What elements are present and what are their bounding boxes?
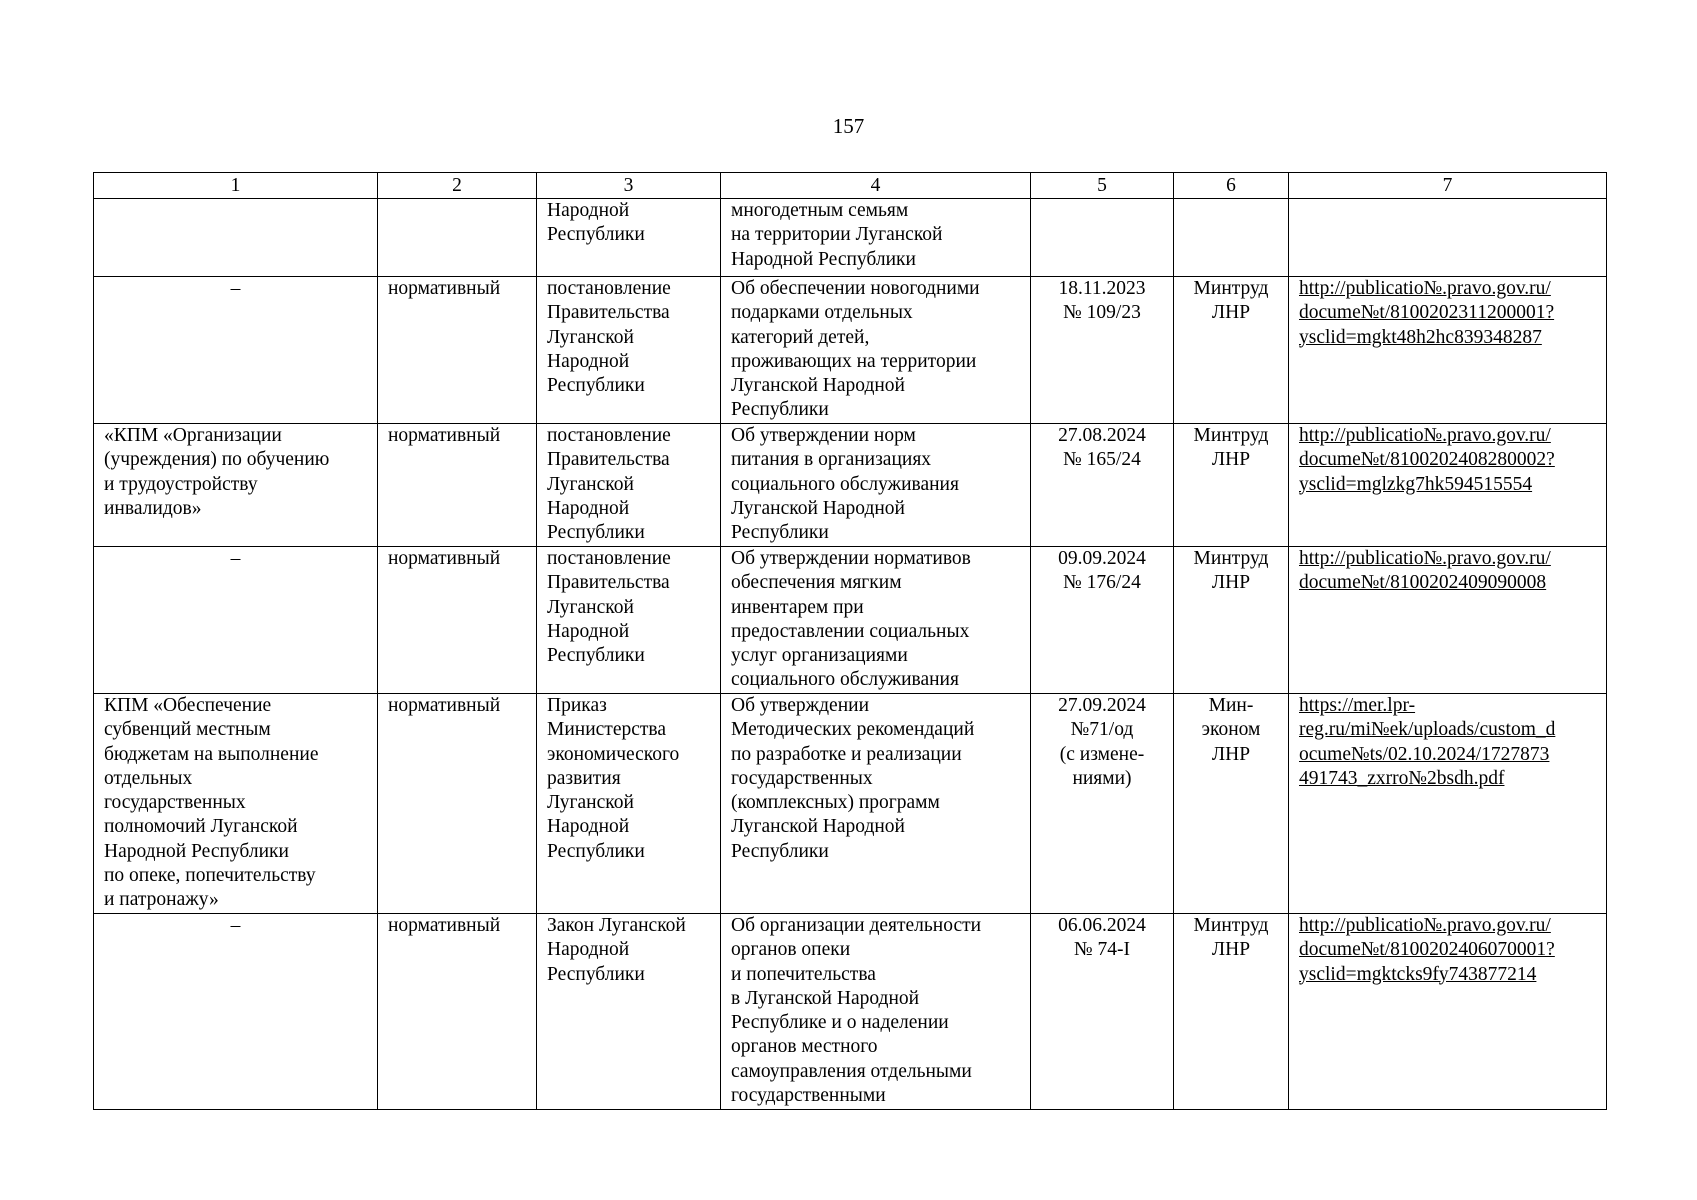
program-cell [94, 547, 378, 694]
date-number-cell [1031, 424, 1174, 547]
type-text: нормативный [388, 425, 501, 446]
act-kind-cell [537, 914, 721, 1110]
act-title-cell [721, 694, 1031, 914]
program-cell [94, 277, 378, 424]
column-header-7: 7 [1289, 173, 1607, 199]
link-cell [1289, 914, 1607, 1110]
type-cell [378, 914, 537, 1110]
table-row [94, 424, 1607, 547]
act-kind-cell [537, 277, 721, 424]
column-header-5: 5 [1031, 173, 1174, 199]
responsible-cell [1174, 424, 1289, 547]
act-title-cell [721, 914, 1031, 1110]
type-cell [378, 277, 537, 424]
act-kind-cell [537, 547, 721, 694]
program-cell [94, 694, 378, 914]
link-cell [1289, 277, 1607, 424]
act-title-cell [721, 199, 1031, 277]
link-cell [1289, 694, 1607, 914]
type-text: нормативный [388, 915, 501, 936]
responsible-cell [1174, 914, 1289, 1110]
link-cell [1289, 424, 1607, 547]
program-text: – [230, 278, 241, 299]
responsible-text: Минтруд ЛНР [1193, 278, 1269, 324]
type-text: нормативный [388, 548, 501, 569]
act-title-text: Об утверждении нормативов обеспечения мягким инвентарем при предоставлении социальных услуг организациями социального обслуживания [731, 548, 971, 691]
responsible-cell [1174, 277, 1289, 424]
act-kind-text: постановление Правительства Луганской Народной Республики [547, 425, 671, 544]
program-text: «КПМ «Организации (учреждения) по обучению и трудоустройству инвалидов» [104, 425, 330, 519]
program-cell [94, 424, 378, 547]
program-text: – [230, 548, 241, 569]
act-title-cell [721, 424, 1031, 547]
responsible-text: Мин- эконом ЛНР [1201, 695, 1261, 765]
act-title-cell [721, 547, 1031, 694]
program-text: – [230, 915, 241, 936]
date-number-cell [1031, 547, 1174, 694]
act-title-text: Об организации деятельности органов опеки и попечительства в Луганской Народной Республике и о наделении органов местного самоуправления отдельными государственными [731, 915, 982, 1107]
act-kind-text: постановление Правительства Луганской Народной Республики [547, 548, 671, 667]
act-title-cell [721, 277, 1031, 424]
type-text: нормативный [388, 695, 501, 716]
act-title-text: многодетным семьям на территории Луганской Народной Республики [731, 200, 943, 270]
responsible-cell [1174, 547, 1289, 694]
responsible-text: Минтруд ЛНР [1193, 915, 1269, 961]
table-row [94, 199, 1607, 277]
act-title-text: Об утверждении Методических рекомендаций по разработке и реализации государственных (комплексных) программ Луганской Народной Республики [731, 695, 975, 862]
date-number-text: 06.06.2024 № 74-I [1058, 915, 1146, 961]
type-cell [378, 199, 537, 277]
header-row [94, 173, 1607, 199]
document-table [93, 172, 1607, 1110]
responsible-cell [1174, 199, 1289, 277]
program-cell [94, 914, 378, 1110]
date-number-text: 27.08.2024 № 165/24 [1058, 425, 1146, 471]
source-link[interactable]: http://publicatio№.pravo.gov.ru/ docume№t/8100202311200001? ysclid=mgkt48h2hc839348287 [1299, 278, 1555, 348]
program-text: КПМ «Обеспечение субвенций местным бюджетам на выполнение отдельных государственных полномочий Луганской Народной Республики по опеке, попечительству и патронажу» [104, 695, 319, 911]
act-kind-text: постановление Правительства Луганской Народной Республики [547, 278, 671, 397]
act-kind-text: Народной Республики [547, 200, 645, 246]
type-cell [378, 547, 537, 694]
link-cell [1289, 547, 1607, 694]
responsible-cell [1174, 694, 1289, 914]
table-row [94, 914, 1607, 1110]
link-cell [1289, 199, 1607, 277]
responsible-text: Минтруд ЛНР [1193, 548, 1269, 594]
column-header-2: 2 [378, 173, 537, 199]
type-text: нормативный [388, 278, 501, 299]
date-number-cell [1031, 914, 1174, 1110]
act-title-text: Об обеспечении новогодними подарками отдельных категорий детей, проживающих на территории Луганской Народной Республики [731, 278, 980, 421]
table-row [94, 694, 1607, 914]
date-number-cell [1031, 199, 1174, 277]
responsible-text: Минтруд ЛНР [1193, 425, 1269, 471]
source-link[interactable]: https://mer.lpr- reg.ru/mi№ek/uploads/custom_d ocume№ts/02.10.2024/1727873 491743_zxrro№2bsdh.pdf [1299, 695, 1556, 789]
source-link[interactable]: http://publicatio№.pravo.gov.ru/ docume№t/8100202409090008 [1299, 548, 1551, 594]
act-kind-cell [537, 199, 721, 277]
date-number-cell [1031, 277, 1174, 424]
table-row [94, 277, 1607, 424]
act-kind-text: Закон Луганской Народной Республики [547, 915, 686, 985]
source-link[interactable]: http://publicatio№.pravo.gov.ru/ docume№t/8100202408280002? ysclid=mglzkg7hk594515554 [1299, 425, 1555, 495]
program-cell [94, 199, 378, 277]
act-title-text: Об утверждении норм питания в организациях социального обслуживания Луганской Народной Республики [731, 425, 959, 544]
type-cell [378, 694, 537, 914]
type-cell [378, 424, 537, 547]
column-header-3: 3 [537, 173, 721, 199]
act-kind-cell [537, 424, 721, 547]
date-number-text: 18.11.2023 № 109/23 [1058, 278, 1146, 324]
date-number-text: 09.09.2024 № 176/24 [1058, 548, 1146, 594]
table-row [94, 547, 1607, 694]
date-number-text: 27.09.2024 №71/од (с измене- ниями) [1058, 695, 1146, 789]
column-header-1: 1 [94, 173, 378, 199]
act-kind-text: Приказ Министерства экономического развития Луганской Народной Республики [547, 695, 680, 862]
column-header-6: 6 [1174, 173, 1289, 199]
act-kind-cell [537, 694, 721, 914]
page-number: 157 [832, 114, 865, 138]
date-number-cell [1031, 694, 1174, 914]
source-link[interactable]: http://publicatio№.pravo.gov.ru/ docume№t/8100202406070001? ysclid=mgktcks9fy743877214 [1299, 915, 1555, 985]
column-header-4: 4 [721, 173, 1031, 199]
